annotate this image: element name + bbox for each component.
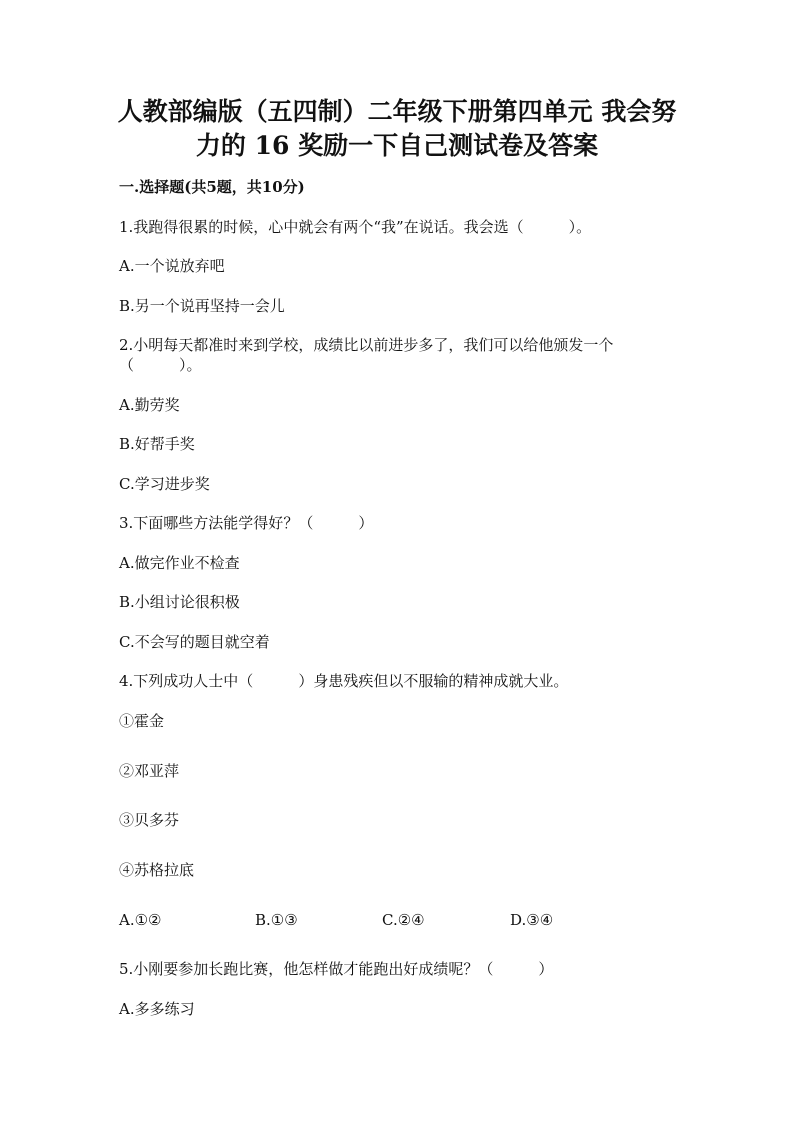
option-d: D.③④ bbox=[510, 911, 554, 929]
option-b: B.另一个说再坚持一会儿 bbox=[119, 297, 285, 315]
option-a: A.①② bbox=[119, 911, 162, 929]
item-1: ①霍金 bbox=[119, 712, 165, 730]
section-heading: 一.选择题(共5题，共10分) bbox=[119, 178, 305, 196]
title-line-1: 人教部编版（五四制）二年级下册第四单元 我会努 bbox=[117, 97, 677, 126]
option-c: C.不会写的题目就空着 bbox=[119, 633, 270, 651]
item-3: ③贝多芬 bbox=[119, 811, 180, 829]
option-a: A.一个说放弃吧 bbox=[119, 257, 225, 275]
item-2: ②邓亚萍 bbox=[119, 762, 180, 780]
option-c: C.②④ bbox=[382, 911, 425, 929]
option-b: B.好帮手奖 bbox=[119, 435, 195, 453]
question-stem: 4.下列成功人士中（ ）身患残疾但以不服输的精神成就大业。 bbox=[119, 672, 569, 690]
option-c: C.学习进步奖 bbox=[119, 475, 210, 493]
question-stem: 5.小刚要参加长跑比赛，他怎样做才能跑出好成绩呢？（ ） bbox=[119, 960, 554, 978]
question-stem-line-2: （ ）。 bbox=[119, 356, 202, 374]
option-b: B.小组讨论很积极 bbox=[119, 593, 240, 611]
option-a: A.勤劳奖 bbox=[119, 396, 180, 414]
item-4: ④苏格拉底 bbox=[119, 861, 195, 879]
option-a: A.做完作业不检查 bbox=[119, 554, 240, 572]
title-line-2: 力的 16 奖励一下自己测试卷及答案 bbox=[195, 131, 599, 160]
option-b: B.①③ bbox=[255, 911, 298, 929]
question-stem: 3.下面哪些方法能学得好？（ ） bbox=[119, 514, 374, 532]
option-a: A.多多练习 bbox=[119, 1000, 195, 1018]
question-stem: 1.我跑得很累的时候，心中就会有两个“我”在说话。我会选（ ）。 bbox=[119, 218, 592, 236]
question-stem-line-1: 2.小明每天都准时来到学校，成绩比以前进步多了，我们可以给他颁发一个 bbox=[119, 336, 614, 354]
